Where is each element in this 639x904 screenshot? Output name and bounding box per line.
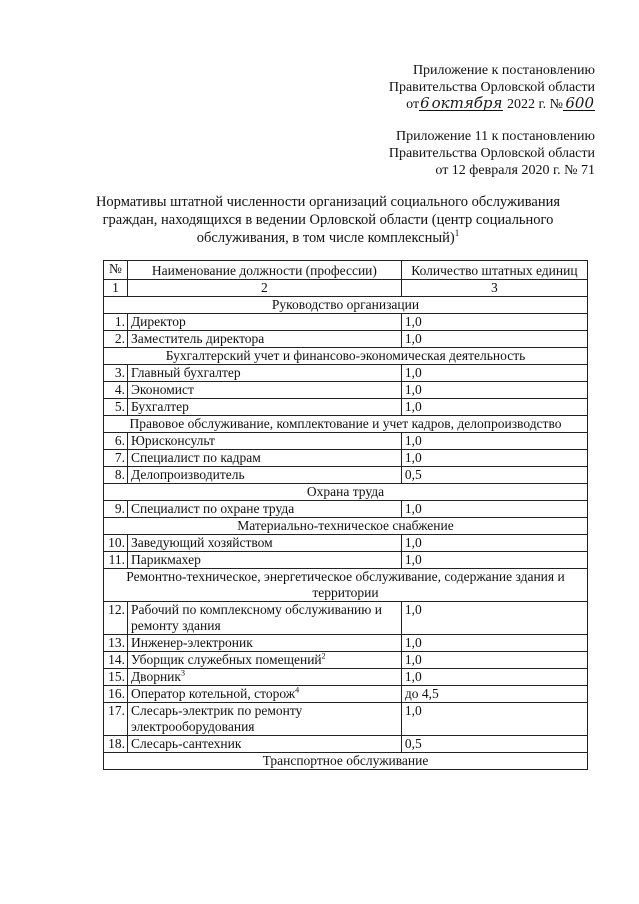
- position-name: [127, 736, 401, 753]
- position-name: [127, 535, 401, 552]
- row-number: 14.: [104, 652, 128, 669]
- row-number: 15.: [104, 669, 128, 686]
- row-number: 12.: [104, 602, 128, 635]
- table-row: [104, 602, 588, 635]
- position-name: [127, 399, 401, 416]
- position-name: [127, 314, 401, 331]
- table-row: [104, 703, 588, 736]
- position-name: [127, 450, 401, 467]
- row-number: 9.: [104, 501, 128, 518]
- table-row: [104, 450, 588, 467]
- position-name: [127, 686, 401, 703]
- staff-units: 1,0: [401, 501, 587, 518]
- row-number: 11.: [104, 552, 128, 569]
- staff-units: 1,0: [401, 450, 587, 467]
- section-row: [104, 753, 588, 770]
- position-name: [127, 703, 401, 736]
- table-row: [104, 669, 588, 686]
- position-name-text: Специалист по охране труда: [130, 501, 295, 516]
- position-name-text: Экономист: [130, 382, 194, 397]
- appendix-line2: Правительства Орловской области: [388, 80, 595, 95]
- position-name-text: Бухгалтер: [130, 399, 189, 414]
- position-name-text: Заместитель директора: [130, 331, 265, 346]
- table-row: [104, 635, 588, 652]
- position-name-text: Юрисконсульт: [130, 433, 215, 448]
- position-name: [127, 433, 401, 450]
- staff-units: 1,0: [401, 535, 587, 552]
- table-row: [104, 652, 588, 669]
- staff-units: 1,0: [401, 602, 587, 635]
- row-number: 10.: [104, 535, 128, 552]
- row-number: 4.: [104, 382, 128, 399]
- position-name: [127, 382, 401, 399]
- appendix11-header: [389, 128, 595, 179]
- handwritten-month: октября: [431, 94, 503, 112]
- staff-units: 1,0: [401, 399, 587, 416]
- appendix-line1: Приложение к постановлению: [412, 63, 595, 78]
- position-name-text: Главный бухгалтер: [130, 365, 241, 380]
- row-number: 18.: [104, 736, 128, 753]
- staffing-table: [103, 260, 588, 770]
- table-row: [104, 399, 588, 416]
- row-number: 1.: [104, 314, 128, 331]
- position-name: [127, 552, 401, 569]
- position-name-text: Рабочий по комплексному обслуживанию и ремонту здания: [130, 602, 382, 633]
- section-row: [104, 416, 588, 433]
- position-name-text: Оператор котельной, сторож: [130, 686, 296, 701]
- title-footnote: 1: [454, 228, 460, 239]
- table-row: [104, 331, 588, 348]
- table-header-row: [104, 261, 588, 280]
- position-name-text: Директор: [130, 314, 186, 329]
- appendix11-line2: Правительства Орловской области: [388, 146, 595, 161]
- position-name-text: Слесарь-электрик по ремонту электрооборудования: [130, 703, 303, 734]
- staff-units: 1,0: [401, 703, 587, 736]
- appendix-date-line: от6 октября 2022 г. № 600: [406, 94, 594, 112]
- section-row: [104, 484, 588, 501]
- section-row: [104, 348, 588, 365]
- table-row: [104, 433, 588, 450]
- appendix11-line1: Приложение 11 к постановлению: [395, 129, 595, 144]
- staff-units: 1,0: [401, 331, 587, 348]
- staff-units: до 4,5: [401, 686, 587, 703]
- position-name-text: Инженер-электроник: [130, 635, 253, 650]
- staff-units: 1,0: [401, 669, 587, 686]
- position-name-text: Делопроизводитель: [130, 467, 245, 482]
- position-name: [127, 501, 401, 518]
- header-position: Наименование должности (профессии): [127, 261, 401, 280]
- position-name-text: Специалист по кадрам: [130, 450, 261, 465]
- table-row: [104, 535, 588, 552]
- table-row: [104, 552, 588, 569]
- appendix-header: [389, 62, 595, 113]
- row-number: 5.: [104, 399, 128, 416]
- row-number: 7.: [104, 450, 128, 467]
- footnote-ref: 3: [180, 668, 185, 678]
- staff-units: 0,5: [401, 467, 587, 484]
- table-body: [104, 297, 588, 770]
- table-row: [104, 382, 588, 399]
- handwritten-day: 6: [420, 94, 430, 112]
- position-name-text: Слесарь-сантехник: [130, 736, 242, 751]
- column-number: 3: [401, 280, 587, 297]
- staff-units: 1,0: [401, 382, 587, 399]
- handwritten-number: 600: [563, 96, 595, 111]
- column-number-row: [104, 280, 588, 297]
- table-row: [104, 686, 588, 703]
- document-title: [90, 193, 566, 247]
- section-row: [104, 518, 588, 535]
- table-row: [104, 501, 588, 518]
- position-name: [127, 652, 401, 669]
- row-number: 13.: [104, 635, 128, 652]
- row-number: 17.: [104, 703, 128, 736]
- staff-units: 0,5: [401, 736, 587, 753]
- column-number: 1: [104, 280, 128, 297]
- section-title: Охрана труда: [104, 484, 588, 501]
- position-name-text: Парикмахер: [130, 552, 201, 567]
- staff-units: 1,0: [401, 552, 587, 569]
- section-row: [104, 569, 588, 602]
- section-title: Правовое обслуживание, комплектование и учет кадров, делопроизводство: [104, 416, 588, 433]
- table-row: [104, 467, 588, 484]
- row-number: 2.: [104, 331, 128, 348]
- appendix11-line3: от 12 февраля 2020 г. № 71: [435, 163, 595, 178]
- row-number: 6.: [104, 433, 128, 450]
- section-title: Материально-техническое снабжение: [104, 518, 588, 535]
- staff-units: 1,0: [401, 635, 587, 652]
- position-name-text: Дворник: [130, 669, 181, 684]
- row-number: 8.: [104, 467, 128, 484]
- title-text: Нормативы штатной численности организаций социального обслуживания граждан, находящихся в ведении Орловской области (центр социального обслуживания, в том числе комплексный): [95, 194, 561, 246]
- position-name-text: Уборщик служебных помещений: [130, 652, 322, 667]
- section-title: Руководство организации: [104, 297, 588, 314]
- row-number: 3.: [104, 365, 128, 382]
- footnote-ref: 2: [321, 651, 326, 661]
- position-name: [127, 602, 401, 635]
- table-row: [104, 365, 588, 382]
- column-number: 2: [127, 280, 401, 297]
- staff-units: 1,0: [401, 652, 587, 669]
- table-row: [104, 314, 588, 331]
- staff-units: 1,0: [401, 365, 587, 382]
- staff-units: 1,0: [401, 433, 587, 450]
- section-title: Транспортное обслуживание: [104, 753, 588, 770]
- position-name: [127, 467, 401, 484]
- header-quantity: Количество штатных единиц: [401, 261, 587, 280]
- position-name: [127, 635, 401, 652]
- footnote-ref: 4: [295, 685, 300, 695]
- position-name: [127, 331, 401, 348]
- section-title: Ремонтно-техническое, энергетическое обслуживание, содержание здания и территории: [104, 569, 588, 602]
- section-title: Бухгалтерский учет и финансово-экономическая деятельность: [104, 348, 588, 365]
- staff-units: 1,0: [401, 314, 587, 331]
- header-number: №: [104, 261, 128, 280]
- position-name: [127, 669, 401, 686]
- row-number: 16.: [104, 686, 128, 703]
- section-row: [104, 297, 588, 314]
- table-row: [104, 736, 588, 753]
- position-name-text: Заведующий хозяйством: [130, 535, 273, 550]
- position-name: [127, 365, 401, 382]
